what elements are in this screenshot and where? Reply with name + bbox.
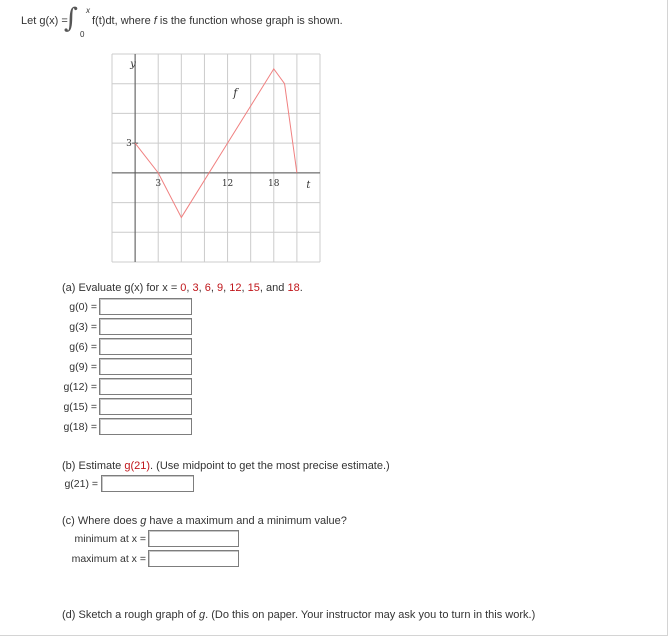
x-value-6: 6	[204, 282, 211, 294]
x-value-12: 12	[229, 282, 242, 294]
x-value-9: 9	[217, 282, 224, 294]
integral-upper-limit: x	[86, 6, 90, 15]
maximum-input[interactable]	[148, 550, 239, 567]
g-input-row-3[interactable]	[99, 358, 192, 375]
x-tick-label-12: 12	[221, 178, 234, 189]
g-label-row-3: g(9) =	[69, 361, 97, 373]
g-input-row-4[interactable]	[99, 378, 192, 395]
g-label-row-5: g(15) =	[63, 401, 97, 413]
g-label-row-1: g(3) =	[69, 321, 97, 333]
x-value-3: 3	[192, 282, 199, 294]
g21-label: g(21) =	[64, 478, 98, 490]
g-label-row-2: g(6) =	[69, 341, 97, 353]
x-value-15: 15	[247, 282, 260, 294]
g-input-row-5[interactable]	[99, 398, 192, 415]
curve-label-f: f	[233, 86, 238, 100]
graph-axes	[112, 54, 320, 262]
g-input-row-2[interactable]	[99, 338, 192, 355]
g-label-row-0: g(0) =	[69, 301, 97, 313]
function-graph	[106, 50, 322, 265]
minimum-input[interactable]	[148, 530, 239, 547]
y-tick-label-3: 3	[126, 139, 132, 150]
g21-highlight: g(21)	[124, 460, 151, 472]
g-input-row-0[interactable]	[99, 298, 192, 315]
intro-prefix: Let g(x) =	[21, 15, 68, 27]
integral-sign: ∫	[64, 3, 79, 34]
part-b-prompt: (b) Estimate g(21). (Use midpoint to get the most precise estimate.)	[62, 460, 390, 472]
minimum-label: minimum at x =	[74, 533, 146, 545]
g-input-row-1[interactable]	[99, 318, 192, 335]
intro-integrand: f(t)dt, where f is the function whose graph is shown.	[92, 15, 343, 27]
integral-lower-limit: 0	[80, 30, 85, 39]
graph-grid	[112, 54, 320, 262]
part-d-prompt: (d) Sketch a rough graph of g. (Do this on paper. Your instructor may ask you to turn in this work.)	[62, 609, 536, 621]
y-axis-label: y	[130, 59, 136, 70]
x-axis-label: t	[306, 179, 311, 191]
x-value-18: 18	[287, 282, 300, 294]
part-c-prompt: (c) Where does g have a maximum and a minimum value?	[62, 515, 347, 527]
intro-text	[21, 15, 68, 27]
g-input-row-6[interactable]	[99, 418, 192, 435]
g-label-row-4: g(12) =	[63, 381, 97, 393]
maximum-label: maximum at x =	[71, 553, 146, 565]
x-value-0: 0	[180, 282, 187, 294]
x-tick-label-3: 3	[155, 178, 162, 189]
x-tick-label-18: 18	[268, 178, 280, 189]
g-label-row-6: g(18) =	[63, 421, 97, 433]
g21-input[interactable]	[101, 475, 194, 492]
part-a-prompt: (a) Evaluate g(x) for x = 0, 3, 6, 9, 12, 15, and 18.	[62, 282, 303, 294]
